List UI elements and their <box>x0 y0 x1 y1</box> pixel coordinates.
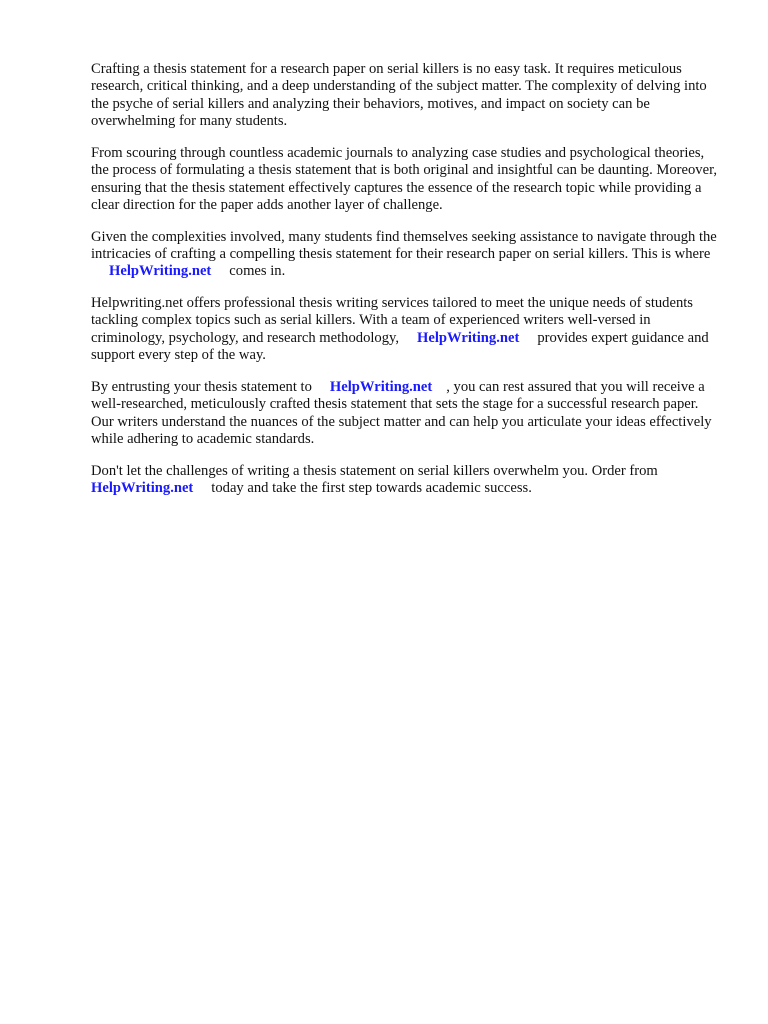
paragraph-assistance-text-before: Given the complexities involved, many students find themselves seeking assistance to navigate through the intricacies of crafting a compelling thesis statement for their research paper on serial killers. This is where <box>91 228 717 263</box>
helpwriting-link-2[interactable]: HelpWriting.net <box>417 329 520 346</box>
paragraph-entrust <box>91 379 723 449</box>
paragraph-call-to-action <box>91 463 723 498</box>
paragraph-services <box>91 295 723 365</box>
paragraph-assistance <box>91 229 723 281</box>
paragraph-cta-text-after: today and take the first step towards academic success. <box>211 480 532 497</box>
paragraph-intro-text: Crafting a thesis statement for a research paper on serial killers is no easy task. It requires meticulous research, critical thinking, and a deep understanding of the subject matter. The complexity of delving into the psyche of serial killers and analyzing their behaviors, motives, and impact on society can be overwhelming for many students. <box>91 61 707 130</box>
paragraph-intro <box>91 61 723 131</box>
helpwriting-link-4[interactable]: HelpWriting.net <box>91 480 194 497</box>
paragraph-services-text-before: Helpwriting.net offers professional thesis writing services tailored to meet the unique needs of students tackling complex topics such as serial killers. With a team of experienced writers well-versed in criminology, psychology, and research methodology, <box>91 295 693 346</box>
document-body <box>91 61 723 512</box>
helpwriting-link-3[interactable]: HelpWriting.net <box>329 378 433 395</box>
helpwriting-link-1[interactable]: HelpWriting.net <box>109 263 212 280</box>
paragraph-entrust-text-before: By entrusting your thesis statement to <box>91 378 312 395</box>
paragraph-cta-text-before: Don't let the challenges of writing a thesis statement on serial killers overwhelm you. Order from <box>91 462 658 479</box>
paragraph-services-text-after: provides expert guidance and support every step of the way. <box>91 329 709 364</box>
paragraph-entrust-text-after: , you can rest assured that you will receive a well-researched, meticulously crafted thesis statement that sets the stage for a successful research paper. Our writers understand the nuances of the subject matter and can help you articulate your ideas effectively while adhering to academic standards. <box>91 378 712 448</box>
paragraph-process-text: From scouring through countless academic journals to analyzing case studies and psychological theories, the process of formulating a thesis statement that is both original and insightful can be daunting. Moreover, ensuring that the thesis statement effectively captures the essence of the research topic while providing a clear direction for the paper adds another layer of challenge. <box>91 144 717 214</box>
paragraph-assistance-text-after: comes in. <box>229 263 286 280</box>
paragraph-process <box>91 145 723 215</box>
